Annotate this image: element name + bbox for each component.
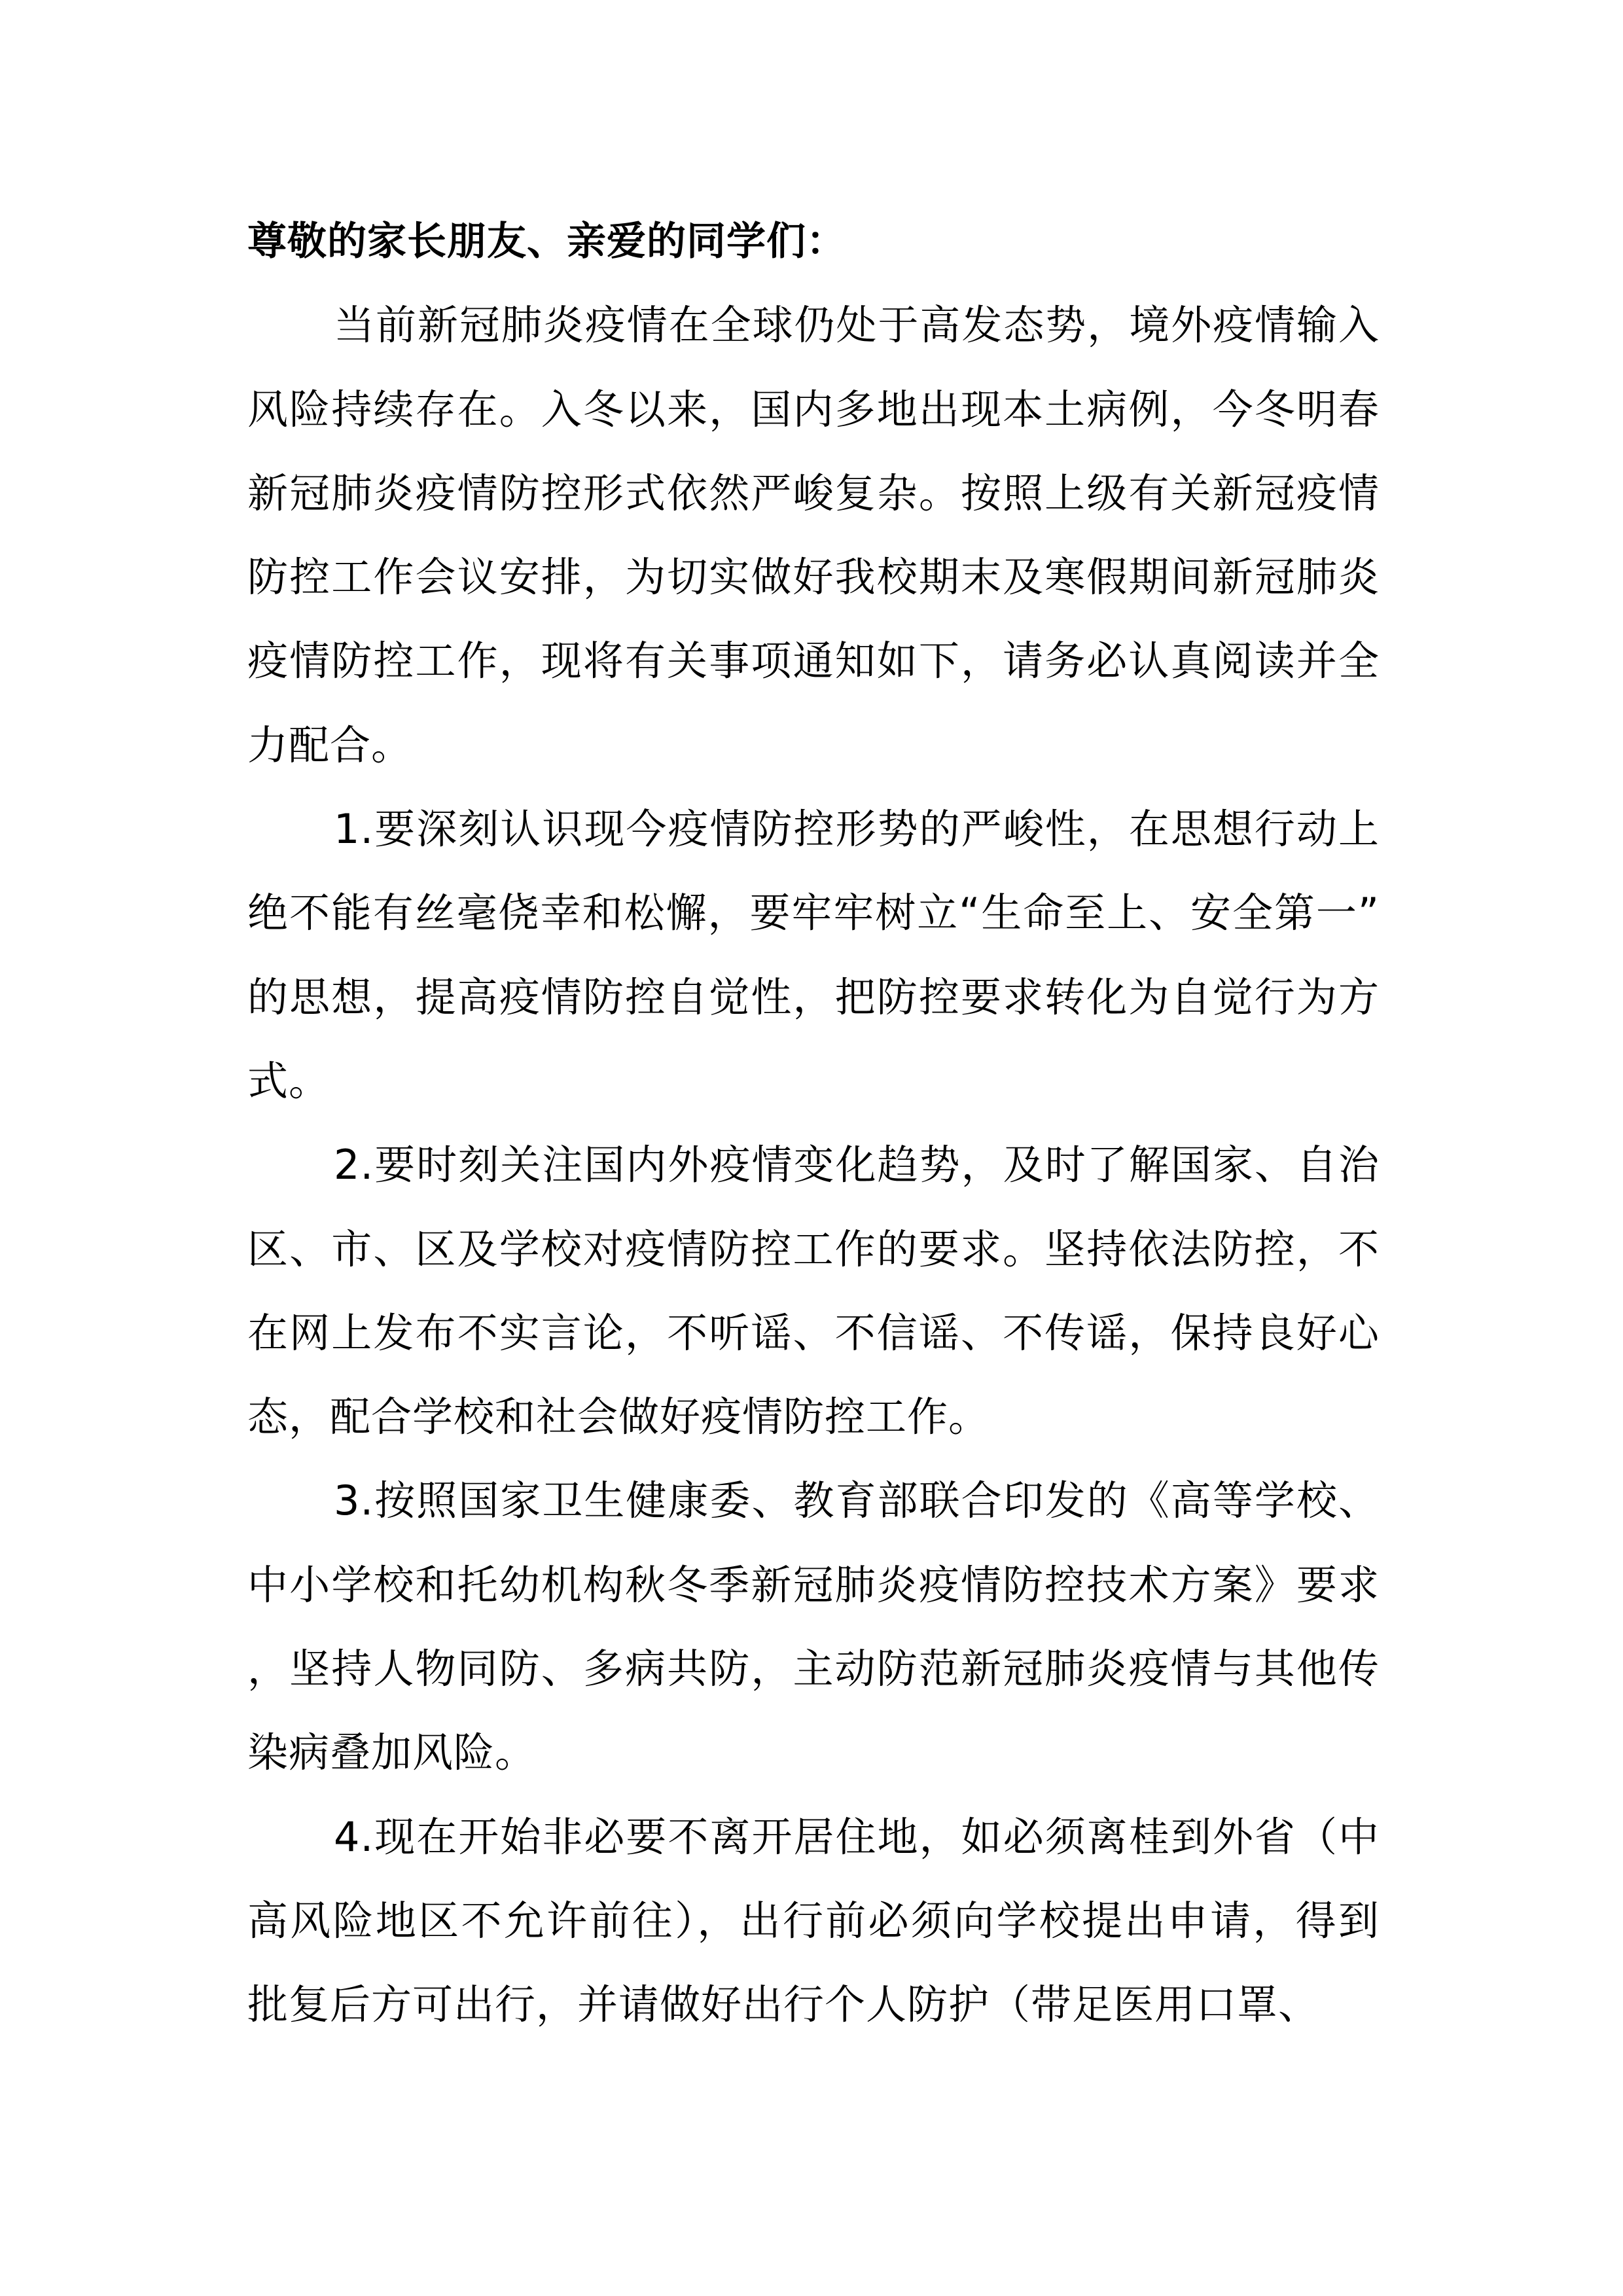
item-2-paragraph: 2.要时刻关注国内外疫情变化趋势，及时了解国家、自治区、市、区及学校对疫情防控工作的要求。坚持依法防控，不在网上发布不实言论，不听谣、不信谣、不传谣，保持良好心态，配合学校和社会做好疫情防控工作。 <box>247 1141 1380 1441</box>
item-4-paragraph: 4.现在开始非必要不离开居住地，如必须离桂到外省（中高风险地区不允许前往），出行前必须向学校提出申请，得到批复后方可出行，并请做好出行个人防护（带足医用口罩、 <box>247 1812 1380 2029</box>
salutation: 尊敬的家长朋友、亲爱的同学们： <box>247 219 846 264</box>
item-3-paragraph: 3.按照国家卫生健康委、教育部联合印发的《高等学校、中小学校和托幼机构秋冬季新冠肺炎疫情防控技术方案》要求，坚持人物同防、多病共防，主动防范新冠肺炎疫情与其他传染病叠加风险。 <box>247 1477 1380 1777</box>
document-body <box>247 200 1380 2047</box>
item-1-paragraph: 1.要深刻认识现今疫情防控形势的严峻性，在思想行动上绝不能有丝毫侥幸和松懈，要牢牢树立“生命至上、安全第一”的思想，提高疫情防控自觉性，把防控要求转化为自觉行为方式。 <box>247 805 1380 1105</box>
intro-paragraph: 当前新冠肺炎疫情在全球仍处于高发态势，境外疫情输入风险持续存在。入冬以来，国内多地出现本土病例，今冬明春新冠肺炎疫情防控形式依然严峻复杂。按照上级有关新冠疫情防控工作会议安排，为切实做好我校期末及寒假期间新冠肺炎疫情防控工作，现将有关事项通知如下，请务必认真阅读并全力配合。 <box>247 301 1380 769</box>
